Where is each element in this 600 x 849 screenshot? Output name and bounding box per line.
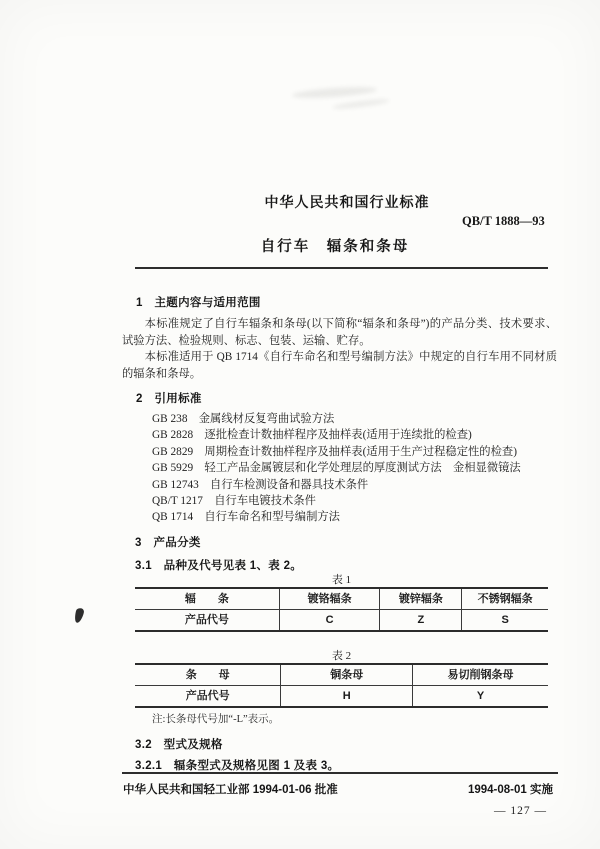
table-cell: 易切削钢条母 [412, 665, 548, 686]
ink-mark [73, 607, 84, 623]
table-cell: 产品代号 [184, 614, 229, 626]
scan-smudge [332, 97, 390, 110]
table-cell: H [280, 686, 412, 706]
header-divider [135, 267, 548, 269]
list-item: GB 5929 轻工产品金属镀层和化学处理层的厚度测试方法 金相显微镜法 [152, 462, 521, 475]
table-cell: 辐 条 [135, 589, 279, 610]
table-cell: 条 母 [135, 665, 280, 686]
clause-3-1: 3.1 品种及代号见表 1、表 2。 [135, 560, 303, 572]
table-cell: S [461, 610, 548, 630]
standard-type-heading: 中华人民共和国行业标准 [264, 194, 430, 210]
table-2 [135, 663, 548, 708]
scan-smudge [292, 85, 377, 100]
footer-divider [122, 772, 558, 774]
table-cell: Y [412, 686, 548, 706]
paragraph: 本标准规定了自行车辐条和条母(以下简称“辐条和条母”)的产品分类、技术要求、试验方法、检验规则、标志、包装、运输、贮存。 [122, 318, 557, 347]
table-cell: 镀铬辐条 [279, 589, 380, 610]
section-1-heading: 1 主题内容与适用范围 [136, 297, 261, 309]
list-item: GB 2828 逐批检查计数抽样程序及抽样表(适用于连续批的检查) [152, 429, 472, 442]
standard-code: QB/T 1888—93 [462, 214, 545, 228]
clause-3-2: 3.2 型式及规格 [135, 739, 223, 751]
table-cell: 铜条母 [280, 665, 412, 686]
table-cell: Z [379, 610, 461, 630]
table-cell: 镀锌辐条 [379, 589, 461, 610]
implementation-date: 1994-08-01 实施 [467, 784, 553, 796]
list-item: GB 2829 周期检查计数抽样程序及抽样表(适用于生产过程稳定性的检查) [152, 445, 517, 458]
page-number: — 127 — [494, 805, 547, 817]
table-cell: 产品代号 [185, 690, 230, 702]
table-cell: 不锈钢辐条 [461, 589, 548, 610]
section-1-body [122, 316, 557, 382]
section-2-heading: 2 引用标准 [136, 393, 202, 405]
list-item: GB 238 金属线材反复弯曲试验方法 [152, 413, 335, 425]
table-1-caption: 表 1 [331, 574, 352, 586]
list-item: QB/T 1217 自行车电镀技术条件 [152, 495, 316, 508]
list-item: GB 12743 自行车检测设备和器具技术条件 [152, 478, 369, 491]
paragraph: 本标准适用于 QB 1714《自行车命名和型号编制方法》中规定的自行车用不同材质的辐条和条母。 [122, 351, 557, 380]
table-2-note: 注:长条母代号加“-L”表示。 [152, 714, 280, 725]
table-cell: C [279, 610, 380, 630]
section-3-heading: 3 产品分类 [135, 537, 201, 549]
referenced-standards-list [152, 411, 521, 526]
approval-statement: 中华人民共和国轻工业部 1994-01-06 批准 [123, 784, 338, 796]
table-1 [135, 587, 548, 632]
table-2-caption: 表 2 [331, 650, 352, 662]
list-item: QB 1714 自行车命名和型号编制方法 [152, 511, 340, 524]
clause-3-2-1: 3.2.1 辐条型式及规格见图 1 及表 3。 [135, 760, 340, 772]
document-title: 自行车 辐条和条母 [260, 239, 410, 255]
